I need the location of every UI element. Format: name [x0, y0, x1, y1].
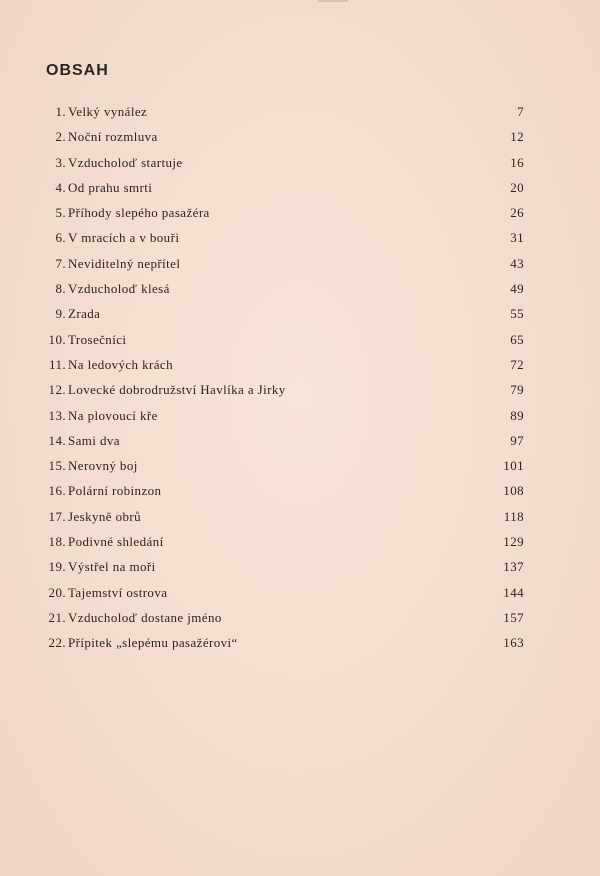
toc-entry — [40, 205, 524, 230]
toc-entry — [40, 610, 524, 635]
chapter-number: 10. — [48, 331, 66, 347]
chapter-title: Sami dva — [68, 432, 120, 448]
chapter-title: Polární robinzon — [68, 483, 162, 499]
chapter-title: Výstřel na moři — [68, 559, 156, 575]
chapter-page-number: 108 — [503, 483, 524, 499]
table-of-contents — [40, 104, 524, 661]
toc-entry — [40, 306, 524, 331]
toc-entry — [40, 382, 524, 407]
chapter-number: 21. — [48, 609, 66, 625]
chapter-title: Na plovoucí kře — [68, 407, 158, 423]
toc-entry — [40, 129, 524, 154]
chapter-number: 6. — [55, 230, 66, 246]
chapter-number: 18. — [48, 534, 66, 550]
toc-entry — [40, 180, 524, 205]
chapter-number: 13. — [48, 407, 66, 423]
chapter-page-number: 16 — [510, 154, 524, 170]
chapter-title: Trosečníci — [68, 331, 127, 347]
toc-entry — [40, 509, 524, 534]
chapter-title: Zrada — [68, 306, 101, 322]
toc-entry — [40, 534, 524, 559]
toc-entry — [40, 332, 524, 357]
chapter-page-number: 118 — [503, 508, 524, 524]
chapter-number: 17. — [48, 508, 66, 524]
chapter-title: Tajemství ostrova — [68, 584, 168, 600]
chapter-page-number: 129 — [503, 534, 524, 550]
chapter-page-number: 157 — [503, 609, 524, 625]
chapter-number: 7. — [55, 255, 66, 271]
chapter-title: Nerovný boj — [68, 458, 138, 474]
chapter-page-number: 49 — [510, 281, 524, 297]
toc-entry — [40, 281, 524, 306]
toc-entry — [40, 585, 524, 610]
chapter-number: 1. — [55, 104, 66, 119]
chapter-title: Příhody slepého pasažéra — [68, 205, 210, 221]
chapter-title: Vzducholoď klesá — [68, 281, 170, 297]
chapter-number: 3. — [55, 154, 66, 170]
chapter-page-number: 163 — [503, 635, 524, 651]
chapter-number: 19. — [48, 559, 66, 575]
chapter-number: 22. — [48, 635, 66, 651]
chapter-page-number: 43 — [510, 255, 524, 271]
toc-entry — [40, 155, 524, 180]
chapter-number: 15. — [48, 458, 66, 474]
chapter-page-number: 26 — [510, 205, 524, 221]
chapter-number: 11. — [49, 356, 66, 372]
chapter-number: 16. — [48, 483, 66, 499]
chapter-page-number: 97 — [510, 432, 524, 448]
chapter-title: Neviditelný nepřítel — [68, 255, 181, 271]
chapter-title: Přípitek „slepému pasažérovi“ — [68, 635, 238, 651]
page-title: OBSAH — [46, 62, 109, 79]
toc-entry — [40, 559, 524, 584]
chapter-title: Podivné shledání — [68, 534, 164, 550]
toc-entry — [40, 635, 524, 660]
chapter-page-number: 79 — [510, 382, 524, 398]
chapter-page-number: 144 — [503, 584, 524, 600]
page-edge-mark — [318, 0, 348, 2]
chapter-number: 8. — [55, 281, 66, 297]
chapter-title: Od prahu smrti — [68, 179, 153, 195]
toc-entry — [40, 256, 524, 281]
chapter-page-number: 20 — [510, 179, 524, 195]
chapter-title: V mracích a v bouři — [68, 230, 180, 246]
toc-entry — [40, 104, 524, 129]
chapter-title: Na ledových krách — [68, 356, 173, 372]
chapter-title: Velký vynález — [68, 104, 148, 119]
toc-entry — [40, 483, 524, 508]
chapter-title: Jeskyně obrů — [68, 508, 142, 524]
chapter-title: Lovecké dobrodružství Havlíka a Jirky — [68, 382, 286, 398]
chapter-number: 9. — [55, 306, 66, 322]
toc-entry — [40, 357, 524, 382]
chapter-page-number: 89 — [510, 407, 524, 423]
chapter-number: 4. — [55, 179, 66, 195]
chapter-page-number: 72 — [510, 356, 524, 372]
toc-entry — [40, 408, 524, 433]
toc-entry — [40, 433, 524, 458]
chapter-page-number: 12 — [510, 129, 524, 145]
chapter-page-number: 137 — [503, 559, 524, 575]
chapter-number: 2. — [55, 129, 66, 145]
chapter-title: Vzducholoď startuje — [68, 154, 183, 170]
chapter-page-number: 55 — [510, 306, 524, 322]
chapter-page-number: 101 — [503, 458, 524, 474]
chapter-page-number: 65 — [510, 331, 524, 347]
chapter-number: 20. — [48, 584, 66, 600]
chapter-title: Vzducholoď dostane jméno — [68, 609, 222, 625]
chapter-number: 12. — [48, 382, 66, 398]
chapter-number: 5. — [55, 205, 66, 221]
chapter-page-number: 31 — [510, 230, 524, 246]
toc-entry — [40, 230, 524, 255]
chapter-number: 14. — [48, 432, 66, 448]
chapter-page-number: 7 — [517, 104, 524, 119]
toc-entry — [40, 458, 524, 483]
chapter-title: Noční rozmluva — [68, 129, 158, 145]
